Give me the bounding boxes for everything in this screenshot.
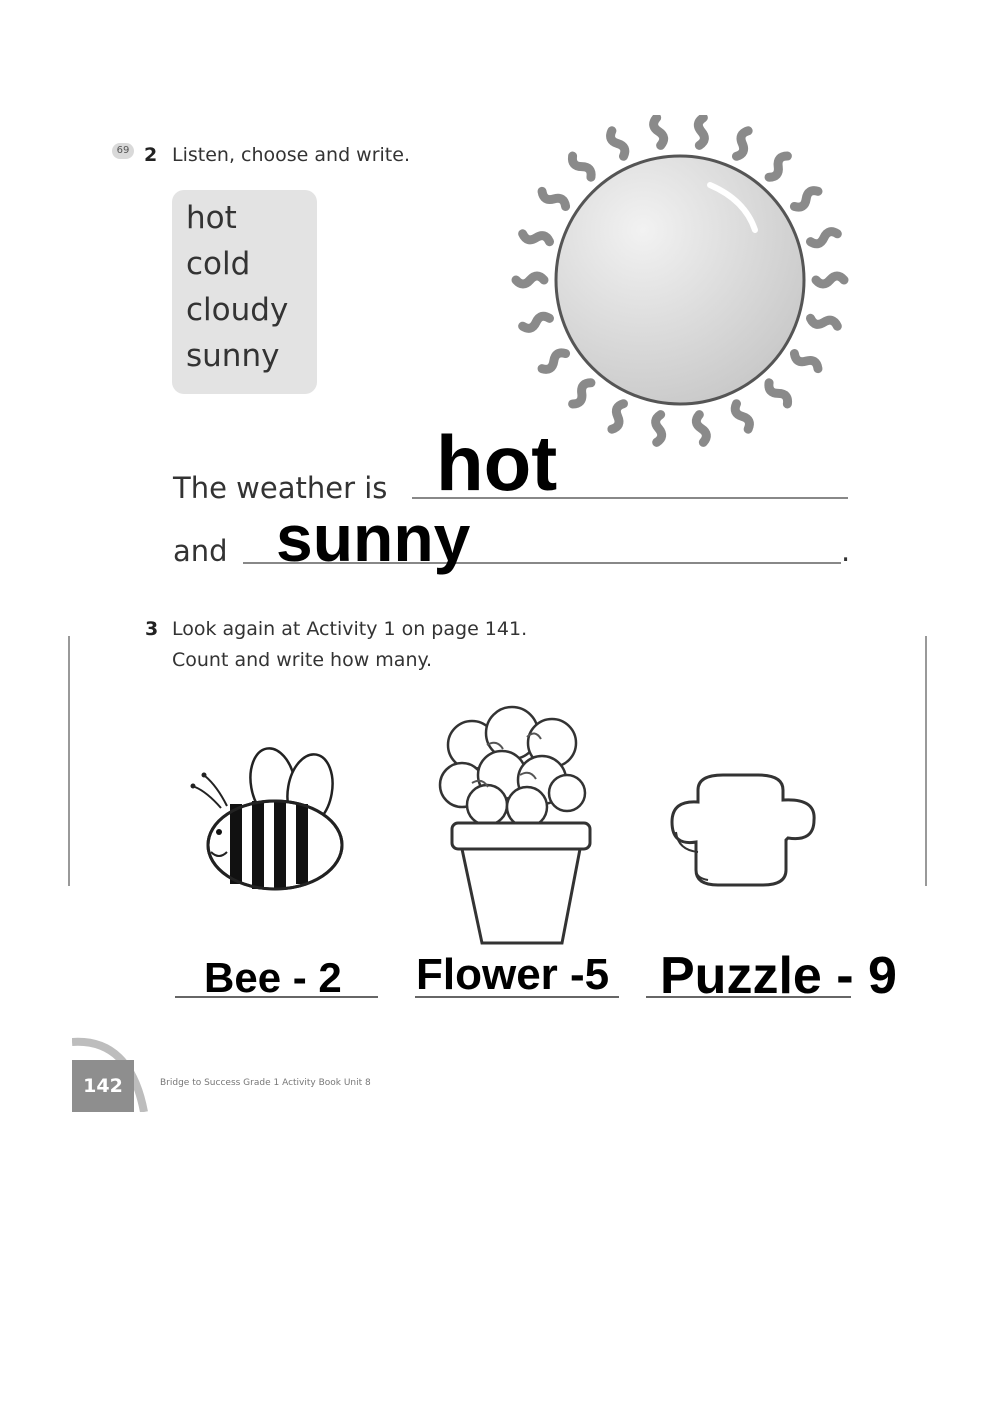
sun-ray [612, 404, 624, 429]
sun-ray [696, 415, 706, 443]
sun-icon [505, 115, 850, 450]
frame-border-left [68, 636, 70, 886]
sun-ray [794, 191, 818, 207]
sun-ray [769, 156, 787, 177]
sun-ray [542, 353, 566, 369]
sentence-period: . [841, 534, 851, 568]
answer-1: hot [436, 419, 558, 507]
sun-ray [736, 131, 748, 156]
sun-ray [573, 383, 591, 404]
sun-ray [654, 118, 664, 146]
sun-ray [810, 232, 837, 244]
activity-3-number: 3 [145, 618, 159, 640]
activity-2-number: 2 [144, 144, 158, 166]
sun-ray [816, 276, 844, 284]
word-bank-item: hot [186, 200, 237, 236]
flower-pot-icon [432, 705, 597, 950]
word-bank-item: sunny [186, 338, 280, 374]
audio-track-badge: 69 [112, 143, 134, 159]
activity-3-instruction-line-1: Look again at Activity 1 on page 141. [172, 618, 528, 640]
answer-bee: Bee - 2 [204, 954, 342, 1001]
word-bank-item: cloudy [186, 292, 289, 328]
sun-ray [572, 156, 591, 177]
book-title-footer: Bridge to Success Grade 1 Activity Book Unit 8 [160, 1078, 371, 1088]
sun-ray [769, 383, 788, 404]
sentence-part-1: The weather is [173, 471, 388, 505]
sentence-part-2: and [173, 534, 228, 568]
sun-ray [523, 234, 550, 242]
sun-ray [735, 404, 749, 429]
sun-ray [698, 118, 704, 146]
answer-2: sunny [276, 501, 471, 575]
page-number: 142 [72, 1060, 134, 1112]
answer-puzzle: Puzzle - 9 [660, 947, 897, 1005]
sun-ray [656, 415, 662, 443]
sun-ray [516, 276, 544, 284]
word-bank-item: cold [186, 246, 251, 282]
frame-border-right [925, 636, 927, 886]
sun-ray [611, 131, 625, 156]
sun-ray [523, 316, 550, 328]
sun-ray [794, 354, 818, 369]
activity-2-instruction: Listen, choose and write. [172, 144, 410, 166]
sun-ray [810, 318, 837, 326]
bee-icon [185, 742, 345, 897]
activity-3-instruction-line-2: Count and write how many. [172, 649, 433, 671]
sun-ray [542, 191, 566, 206]
puzzle-piece-icon [668, 770, 818, 890]
answer-flower: Flower -5 [416, 950, 610, 999]
